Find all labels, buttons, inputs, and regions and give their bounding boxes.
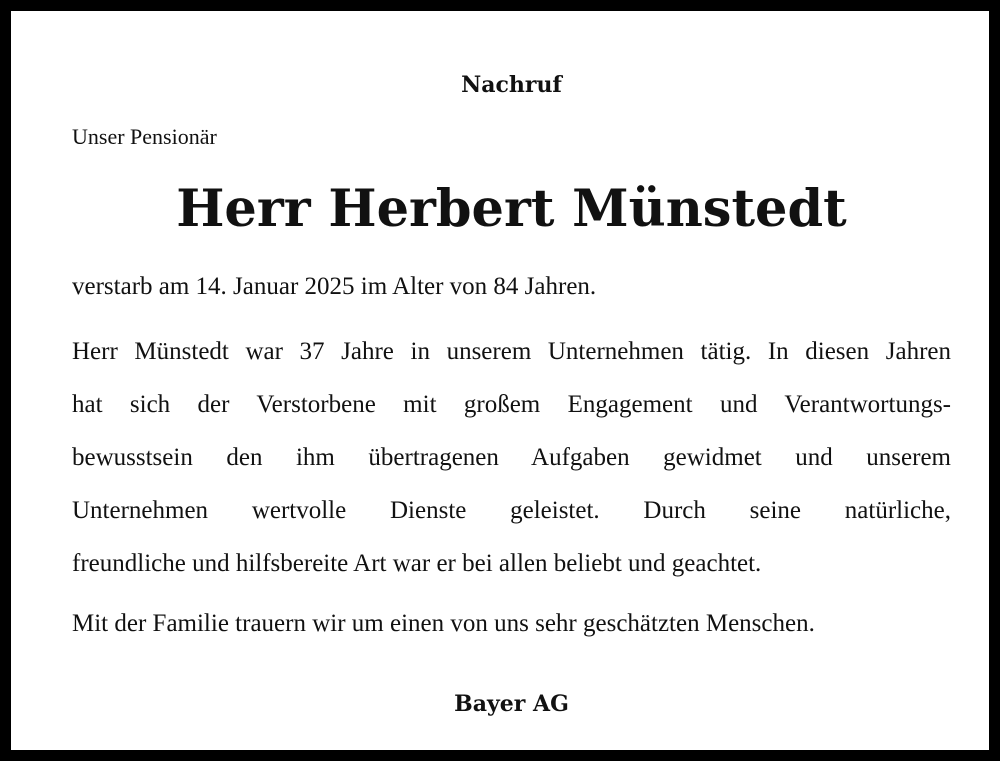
closing-line: Mit der Familie trauern wir um einen von uns sehr geschätzten Menschen. — [72, 610, 815, 637]
company-signature: Bayer AG — [454, 691, 569, 717]
body-line-1: Herr Münstedt war 37 Jahre in unserem Unternehmen tätig. In diesen Jahren — [72, 338, 951, 365]
intro-line: Unser Pensionär — [72, 124, 217, 149]
notice-heading: Nachruf — [461, 72, 562, 98]
body-line-5: freundliche und hilfsbereite Art war er bei allen beliebt und geachtet. — [72, 550, 762, 577]
body-line-2: hat sich der Verstorbene mit großem Engagement und Verantwortungs- — [72, 391, 951, 418]
body-line-4: Unternehmen wertvolle Dienste geleistet. Durch seine natürliche, — [72, 497, 951, 524]
body-line-3: bewusstsein den ihm übertragenen Aufgaben gewidmet und unserem — [72, 444, 951, 471]
deceased-name: Herr Herbert Münstedt — [176, 179, 847, 239]
death-date-line: verstarb am 14. Januar 2025 im Alter von 84 Jahren. — [72, 273, 597, 300]
